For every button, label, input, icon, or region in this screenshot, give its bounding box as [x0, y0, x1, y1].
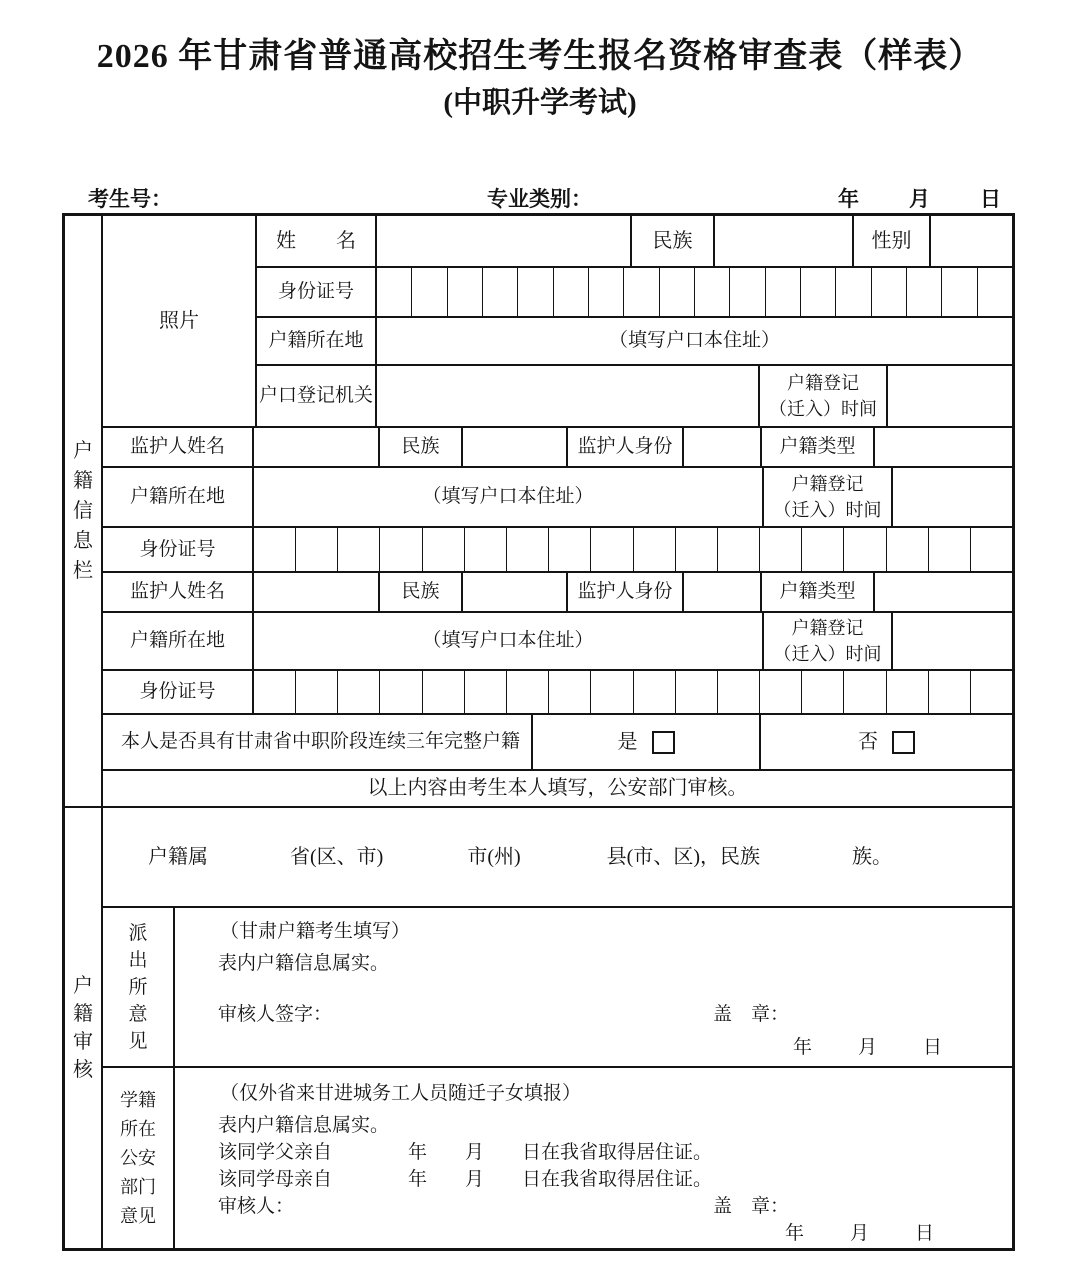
police-station-vertical-label: 派出所意见 — [128, 922, 148, 1052]
id-digit-cell[interactable] — [929, 671, 971, 713]
name-input-cell[interactable] — [376, 215, 631, 267]
guardian2-residence-label: 户籍所在地 — [129, 630, 225, 652]
header-month-label: 月 — [909, 187, 930, 211]
school-police-vertical-label: 学籍所在公安部门意见 — [120, 1089, 156, 1226]
school-police-day-label: 日 — [915, 1223, 935, 1244]
no-option-cell — [760, 714, 1013, 770]
id-digit-cell[interactable] — [338, 671, 380, 713]
guardian1-registry-time-line1: 户籍登记 — [791, 473, 864, 494]
hukou-belong-city: 市(州) — [467, 845, 521, 868]
hukou-belong-suffix: 族。 — [851, 845, 892, 868]
guardian2-hukou-type-input-cell[interactable] — [874, 572, 1013, 612]
id-digit-cell[interactable] — [507, 528, 549, 571]
guardian1-ethnicity-label-cell — [379, 427, 462, 467]
mother-residence-permit-line: 该同学母亲自 年 月 日在我省取得居住证。 — [218, 1169, 713, 1190]
id-digit-cell[interactable] — [634, 671, 676, 713]
id-digit-cell[interactable] — [801, 268, 836, 316]
photo-label: 照片 — [159, 309, 199, 332]
id-digit-cell[interactable] — [907, 268, 942, 316]
school-police-year-label: 年 — [785, 1223, 805, 1244]
no-checkbox[interactable] — [892, 731, 915, 754]
name-label-cell — [256, 215, 376, 267]
id-digit-cell[interactable] — [549, 671, 591, 713]
guardian2-identity-label-cell — [567, 572, 683, 612]
id-digit-cell[interactable] — [518, 268, 553, 316]
police-station-statement: 表内户籍信息属实。 — [218, 953, 390, 974]
id-digit-cell[interactable] — [760, 671, 802, 713]
police-station-date — [793, 1036, 942, 1060]
id-digit-cell[interactable] — [718, 528, 760, 571]
guardian1-id-label: 身份证号 — [139, 538, 216, 560]
gender-input-cell[interactable] — [930, 215, 1013, 267]
id-digit-cell[interactable] — [844, 528, 886, 571]
id-digit-cell[interactable] — [465, 671, 507, 713]
id-digit-cell[interactable] — [423, 528, 465, 571]
school-police-opinion-cell[interactable] — [174, 1067, 1013, 1249]
guardian1-ethnicity-label: 民族 — [401, 436, 440, 458]
police-station-opinion-cell[interactable] — [174, 907, 1013, 1067]
id-digit-cell[interactable] — [507, 671, 549, 713]
section-hukou-info — [64, 215, 102, 807]
school-police-sign-label: 审核人： — [218, 1196, 295, 1217]
yes-label: 是 — [617, 730, 638, 753]
police-station-month-label: 月 — [858, 1037, 878, 1058]
id-digit-cell[interactable] — [718, 671, 760, 713]
guardian1-residence-hint: （填写户口本住址） — [422, 486, 594, 508]
guardian2-name-label-cell — [102, 572, 253, 612]
guardian2-residence-label-cell — [102, 612, 253, 670]
guardian1-ethnicity-input-cell[interactable] — [462, 427, 567, 467]
school-police-date — [785, 1222, 934, 1246]
guardian2-registry-time-line1: 户籍登记 — [791, 617, 864, 638]
gender-label-cell — [853, 215, 930, 267]
registration-table — [62, 213, 1015, 1251]
guardian2-ethnicity-label: 民族 — [401, 581, 440, 603]
id-digit-cell[interactable] — [254, 671, 296, 713]
yes-option-cell — [532, 714, 760, 770]
id-digit-cell[interactable] — [676, 671, 718, 713]
gender-label: 性别 — [871, 229, 912, 252]
police-station-hint: （甘肃户籍考生填写） — [220, 921, 411, 942]
guardian2-residence-hint: （填写户口本住址） — [422, 630, 594, 652]
guardian1-id-label-cell — [102, 527, 253, 572]
police-station-day-label: 日 — [923, 1037, 943, 1058]
header-day-label: 日 — [980, 187, 1001, 211]
guardian2-id-label-cell — [102, 670, 253, 714]
guardian2-name-label: 监护人姓名 — [129, 581, 225, 603]
id-digit-cell[interactable] — [423, 671, 465, 713]
registry-office-input-cell[interactable] — [376, 365, 759, 427]
fill-note-cell — [102, 770, 1013, 807]
header-year-label: 年 — [838, 187, 859, 211]
guardian2-registry-time-label-cell — [763, 612, 892, 670]
id-digit-cell[interactable] — [296, 528, 338, 571]
id-digit-cell[interactable] — [978, 268, 1012, 316]
guardian1-name-label: 监护人姓名 — [129, 436, 225, 458]
id-digit-cell[interactable] — [872, 268, 907, 316]
no-label: 否 — [858, 730, 878, 753]
hukou-info-vertical-label: 户籍信息栏 — [73, 440, 93, 582]
id-digit-cell[interactable] — [971, 528, 1012, 571]
id-digit-cell[interactable] — [465, 528, 507, 571]
candidate-id-digit-grid — [376, 267, 1013, 317]
id-digit-cell[interactable] — [634, 528, 676, 571]
id-digit-cell[interactable] — [942, 268, 977, 316]
guardian2-hukou-type-label-cell — [761, 572, 874, 612]
three-year-question-cell — [102, 714, 532, 770]
guardian2-residence-input-cell[interactable] — [253, 612, 763, 670]
form-title: 2026 年甘肃省普通高校招生考生报名资格审查表（样表） — [96, 38, 984, 75]
id-digit-cell[interactable] — [887, 671, 929, 713]
candidate-number-label: 考生号： — [88, 187, 172, 211]
id-digit-cell[interactable] — [380, 671, 422, 713]
guardian1-registry-time-input-cell[interactable] — [892, 467, 1013, 527]
guardian2-id-digit-grid — [253, 670, 1013, 714]
photo-cell[interactable] — [102, 215, 256, 427]
form-subtitle: (中职升学考试) — [443, 87, 637, 119]
id-digit-cell[interactable] — [254, 528, 296, 571]
guardian2-identity-input-cell[interactable] — [683, 572, 761, 612]
guardian2-name-input-cell[interactable] — [253, 572, 379, 612]
police-station-sign-label: 审核人签字： — [218, 1004, 333, 1025]
id-digit-cell[interactable] — [412, 268, 447, 316]
school-police-label-cell — [102, 1067, 174, 1249]
id-digit-cell[interactable] — [695, 268, 730, 316]
three-year-question-label: 本人是否具有甘肃省中职阶段连续三年完整户籍 — [121, 731, 521, 753]
guardian1-identity-label-cell — [567, 427, 683, 467]
residence-hint: （填写户口本住址） — [608, 330, 780, 352]
police-station-label-cell — [102, 907, 174, 1067]
guardian2-ethnicity-input-cell[interactable] — [462, 572, 567, 612]
hukou-review-vertical-label: 户籍审核 — [73, 975, 93, 1081]
id-digit-cell[interactable] — [338, 528, 380, 571]
fill-note: 以上内容由考生本人填写，公安部门审核。 — [367, 777, 748, 799]
id-digit-cell[interactable] — [483, 268, 518, 316]
id-digit-cell[interactable] — [836, 268, 871, 316]
guardian1-identity-label: 监护人身份 — [577, 436, 673, 458]
id-digit-cell[interactable] — [802, 528, 844, 571]
guardian1-id-digit-grid — [253, 527, 1013, 572]
guardian2-registry-time-input-cell[interactable] — [892, 612, 1013, 670]
id-digit-cell[interactable] — [380, 528, 422, 571]
registry-time-input-cell[interactable] — [887, 365, 1013, 427]
registry-office-label-cell — [256, 365, 376, 427]
school-police-statement: 表内户籍信息属实。 — [218, 1115, 390, 1136]
header-date — [838, 183, 1001, 213]
hukou-belong-province: 省(区、市) — [290, 845, 384, 868]
guardian1-residence-label: 户籍所在地 — [129, 486, 225, 508]
major-category-label: 专业类别： — [487, 187, 592, 211]
registry-office-label: 户口登记机关 — [258, 385, 373, 407]
police-station-year-label: 年 — [793, 1037, 813, 1058]
residence-label: 户籍所在地 — [268, 330, 364, 352]
id-digit-cell[interactable] — [589, 268, 624, 316]
id-digit-cell[interactable] — [676, 528, 718, 571]
guardian2-ethnicity-label-cell — [379, 572, 462, 612]
guardian1-identity-input-cell[interactable] — [683, 427, 761, 467]
id-digit-cell[interactable] — [296, 671, 338, 713]
id-digit-cell[interactable] — [549, 528, 591, 571]
id-digit-cell[interactable] — [377, 268, 412, 316]
hukou-belong-row[interactable] — [102, 807, 1013, 907]
id-digit-cell[interactable] — [844, 671, 886, 713]
guardian1-name-label-cell — [102, 427, 253, 467]
guardian1-registry-time-label-cell — [763, 467, 892, 527]
id-digit-cell[interactable] — [591, 528, 633, 571]
id-digit-cell[interactable] — [591, 671, 633, 713]
police-station-seal-label: 盖 章： — [713, 1004, 790, 1025]
ethnicity-input-cell[interactable] — [714, 215, 853, 267]
hukou-belong-prefix: 户籍属 — [148, 845, 208, 868]
guardian1-hukou-type-label: 户籍类型 — [779, 436, 856, 458]
residence-label-cell — [256, 317, 376, 365]
id-digit-cell[interactable] — [929, 528, 971, 571]
guardian1-registry-time-line2: （迁入）时间 — [773, 500, 882, 520]
id-digit-cell[interactable] — [448, 268, 483, 316]
id-number-label-cell — [256, 267, 376, 317]
id-number-label: 身份证号 — [277, 281, 354, 303]
id-digit-cell[interactable] — [887, 528, 929, 571]
school-police-hint: （仅外省来甘进城务工人员随迁子女填报） — [220, 1083, 582, 1104]
hukou-belong-county: 县(市、区)，民族 — [606, 845, 760, 868]
id-digit-cell[interactable] — [660, 268, 695, 316]
guardian1-name-input-cell[interactable] — [253, 427, 379, 467]
id-digit-cell[interactable] — [802, 671, 844, 713]
ethnicity-label-cell — [631, 215, 714, 267]
father-residence-permit-line: 该同学父亲自 年 月 日在我省取得居住证。 — [218, 1142, 713, 1163]
id-digit-cell[interactable] — [730, 268, 765, 316]
registry-time-label-cell — [759, 365, 887, 427]
id-digit-cell[interactable] — [760, 528, 802, 571]
guardian2-registry-time-line2: （迁入）时间 — [773, 644, 882, 664]
residence-input-cell[interactable] — [376, 317, 1013, 365]
section-hukou-review — [64, 807, 102, 1249]
yes-checkbox[interactable] — [652, 731, 675, 754]
id-digit-cell[interactable] — [971, 671, 1012, 713]
id-digit-cell[interactable] — [624, 268, 659, 316]
guardian1-residence-label-cell — [102, 467, 253, 527]
guardian2-id-label: 身份证号 — [139, 681, 216, 703]
name-label: 姓 名 — [276, 229, 356, 252]
guardian2-identity-label: 监护人身份 — [577, 581, 673, 603]
ethnicity-label: 民族 — [652, 229, 693, 252]
id-digit-cell[interactable] — [554, 268, 589, 316]
registry-time-label-line2: （迁入）时间 — [769, 399, 877, 419]
school-police-seal-label: 盖 章： — [713, 1196, 790, 1217]
school-police-month-label: 月 — [850, 1223, 870, 1244]
guardian1-residence-input-cell[interactable] — [253, 467, 763, 527]
guardian1-hukou-type-label-cell — [761, 427, 874, 467]
guardian2-hukou-type-label: 户籍类型 — [779, 581, 856, 603]
guardian1-hukou-type-input-cell[interactable] — [874, 427, 1013, 467]
id-digit-cell[interactable] — [766, 268, 801, 316]
registry-time-label-line1: 户籍登记 — [787, 372, 859, 393]
